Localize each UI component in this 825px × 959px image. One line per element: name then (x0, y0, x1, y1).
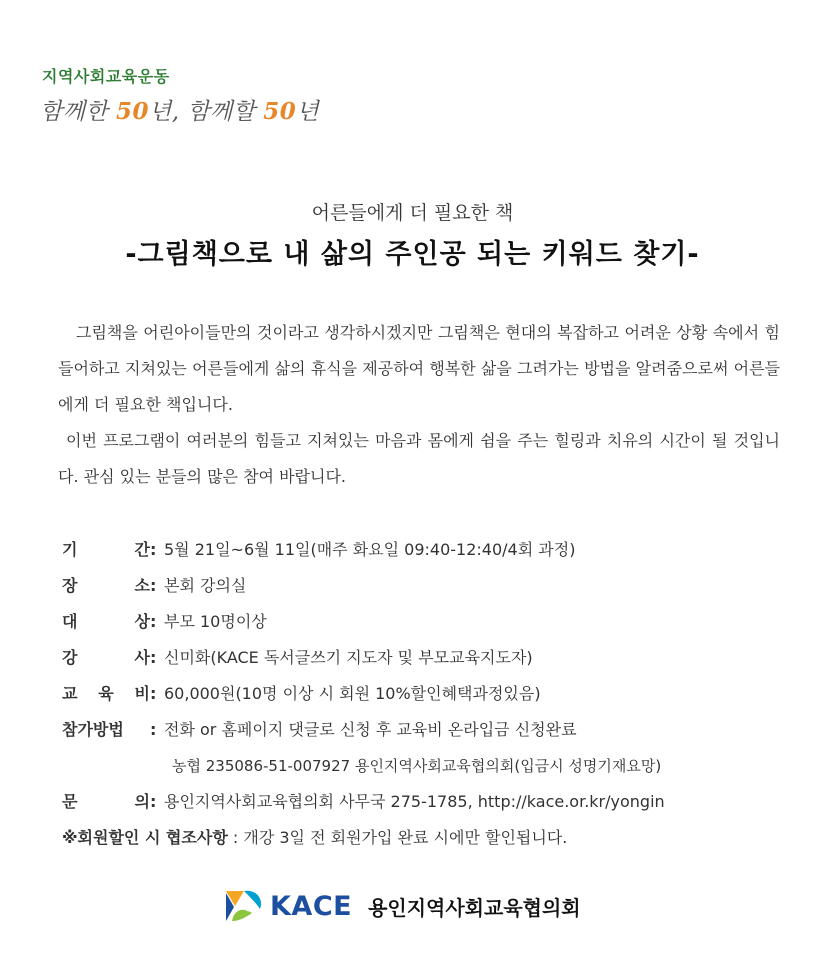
instructor-row (62, 643, 802, 679)
intro-paragraph-1: 그림책을 어린아이들만의 것이라고 생각하시겠지만 그림책은 현대의 복잡하고 어려운 상황 속에서 힘들어하고 지쳐있는 어른들에게 삶의 휴식을 제공하여 행복한 삶을 그려가는 방법을 알려줌으로써 어른들에게 더 필요한 책입니다. (58, 323, 780, 414)
place-value: 본회 강의실 (164, 576, 247, 595)
organization-name: 용인지역사회교육협의회 (368, 895, 581, 920)
program-details (62, 535, 802, 859)
slogan-num2: 50 (263, 98, 297, 125)
kace-logo-text: KACE (270, 890, 353, 922)
separator: : (150, 648, 157, 667)
period-value: 5월 21일~6월 11일(매주 화요일 09:40-12:40/4회 과정) (164, 540, 576, 559)
method-value: 전화 or 홈페이지 댓글로 신청 후 교육비 온라입금 신청완료 (164, 720, 577, 739)
inquiry-row (62, 787, 802, 823)
separator: : (150, 720, 157, 739)
intro-paragraph-2: 이번 프로그램이 여러분의 힘들고 지쳐있는 마음과 몸에게 쉼을 주는 힐링과 치유의 시간이 될 것입니다. 관심 있는 분들의 많은 참여 바랍니다. (58, 431, 780, 486)
separator: : (150, 540, 157, 559)
page-title: -그림책으로 내 삶의 주인공 되는 키워드 찾기- (125, 239, 700, 270)
place-label: 장 소 (62, 576, 150, 595)
target-label: 대 상 (62, 612, 150, 631)
notice-label: ※회원할인 시 협조사항 (62, 828, 228, 847)
inquiry-label: 문 의 (62, 792, 150, 811)
instructor-label: 강 사 (62, 648, 150, 667)
separator: : (150, 576, 157, 595)
inquiry-value: 용인지역사회교육협의회 사무국 275-1785, http://kace.or.kr/yongin (164, 792, 665, 811)
discount-notice (62, 823, 802, 859)
footer-logo (222, 887, 581, 925)
slogan-part3: 년 (296, 99, 320, 125)
separator: : (150, 684, 157, 703)
fee-label: 교 육 비 (62, 684, 150, 703)
subtitle: 어른들에게 더 필요한 책 (311, 202, 514, 224)
separator: : (150, 612, 157, 631)
fee-value: 60,000원(10명 이상 시 회원 10%할인혜택과정있음) (164, 684, 541, 703)
notice-value: : 개강 3일 전 회원가입 완료 시에만 할인됩니다. (232, 828, 568, 847)
place-row (62, 571, 802, 607)
slogan-part1: 함께한 (40, 99, 116, 125)
instructor-value: 신미화(KACE 독서글쓰기 지도자 및 부모교육지도자) (164, 648, 533, 667)
period-label: 기 간 (62, 540, 150, 559)
intro-text (58, 315, 780, 495)
method-row (62, 715, 802, 751)
fee-row (62, 679, 802, 715)
method-label: 참가방법 (62, 720, 124, 739)
slogan-part2: 년, 함께할 (148, 99, 264, 125)
slogan-num1: 50 (115, 98, 149, 125)
bank-account: 농협 235086-51-007927 용인지역사회교육협의회(입금시 성명기재요망) (172, 757, 662, 775)
target-value: 부모 10명이상 (164, 612, 267, 631)
slogan-top: 지역사회교육운동 (42, 67, 170, 86)
separator: : (150, 792, 157, 811)
target-row (62, 607, 802, 643)
kace-logo-icon (222, 887, 266, 925)
slogan-main (40, 93, 319, 126)
period-row (62, 535, 802, 571)
